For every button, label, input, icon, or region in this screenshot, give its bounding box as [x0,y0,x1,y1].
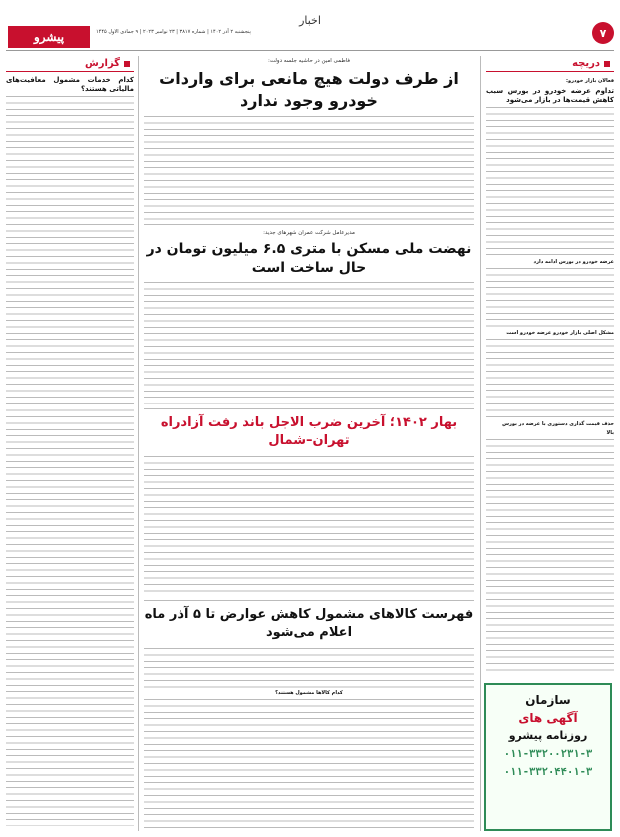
subhead: کدام کالاها مشمول هستند؟ [275,690,343,696]
story3-headline: بهار ۱۴۰۲؛ آخرین ضرب الاجل باند رفت آزادراه تهران–شمال [160,415,458,448]
advertising-box [484,683,612,831]
column-divider [138,56,139,831]
body-text [486,339,614,419]
right-column-heading-text: دریچه [572,58,600,69]
page-number: ۷ [592,22,614,44]
section-title: اخبار [299,14,321,27]
story-divider [144,408,474,409]
story3-body [144,456,474,596]
main-kicker: فاطمی امین در حاشیه جلسه دولت: [267,58,351,64]
story-divider [144,600,474,601]
newspaper-logo: پیشرو [8,26,90,48]
body-text [486,107,614,257]
story-kicker: فعالان بازار خودرو: [566,78,614,84]
left-column-heading [6,56,134,72]
ad-phone: ۰۱۱-۳۳۲۰۰۲۳۱-۳ [503,748,593,760]
body-text [144,648,474,688]
story2-headline: نهضت ملی مسکن با متری ۶.۵ میلیون تومان در حال ساخت است [146,241,472,276]
body-text [6,96,134,826]
ad-line: روزنامه پیشرو [508,729,588,742]
right-column-heading [486,56,614,72]
story-divider [144,224,474,225]
right-column-story [486,76,614,676]
story4-body [144,648,474,831]
story-title: کدام خدمات مشمول معافیت‌های مالیاتی هستند؟ [6,76,134,93]
left-column-heading-text: گزارش [84,58,120,69]
header-divider [6,50,614,51]
main-headline: از طرف دولت هیچ مانعی برای واردات خودرو وجود ندارد [159,69,459,110]
body-text [486,439,614,676]
column-divider [480,56,481,831]
ad-line: آگهی های [518,711,578,725]
heading-marker-icon [604,61,610,67]
body-text [144,699,474,829]
issue-info: پنجشنبه ۲ آذر ۱۴۰۲ | شماره ۳۸۱۷ | ۲۳ نوامبر ۲۰۲۳ | ۹ جمادی الاول ۱۴۴۵ [96,29,251,35]
subhead: عرضه خودرو در بورس ادامه دارد [533,259,614,265]
left-column-story [6,76,134,831]
ad-line: سازمان [525,693,571,707]
story-title: تداوم عرضه خودرو در بورس سبب کاهش قیمت‌ها در بازار می‌شود [486,87,614,104]
story4-headline: فهرست کالاهای مشمول کاهش عوارض تا ۵ آذر ماه اعلام می‌شود [144,607,474,640]
page-header [0,0,620,52]
subhead: بالا [606,430,614,436]
heading-marker-icon [124,61,130,67]
main-story-body [144,116,474,220]
subhead: مشکل اصلی بازار خودرو عرضه خودرو است [506,330,614,336]
ad-phone: ۰۱۱-۳۳۲۰۴۴۰۱-۳ [503,766,593,778]
subhead: حذف قیمت گذاری دستوری با عرضه در بورس [502,421,614,427]
body-text [486,268,614,328]
story2-kicker: مدیرعامل شرکت عمران شهرهای جدید: [263,230,355,236]
story2-body [144,282,474,404]
